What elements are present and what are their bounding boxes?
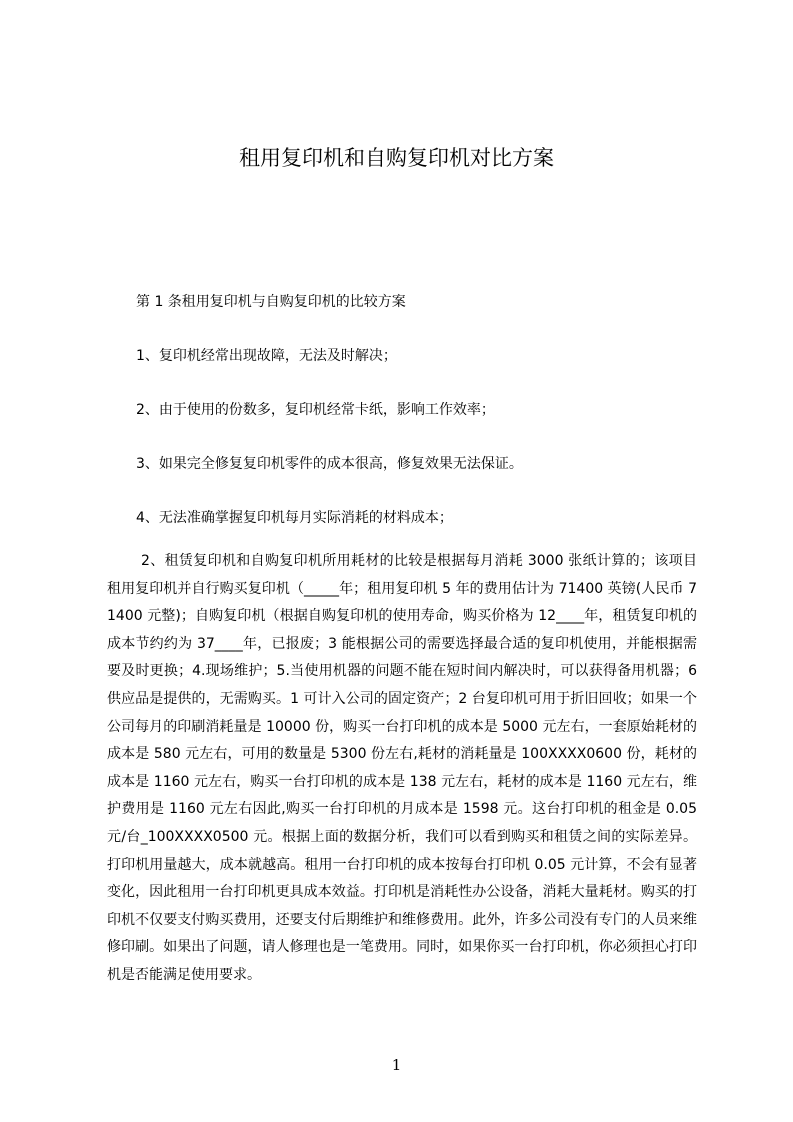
list-item: 1、复印机经常出现故障，无法及时解决； xyxy=(136,348,397,364)
list-item: 3、如果完全修复复印机零件的成本很高，修复效果无法保证。 xyxy=(136,456,523,472)
document-title: 租用复印机和自购复印机对比方案 xyxy=(239,146,554,170)
list-item: 4、无法准确掌握复印机每月实际消耗的材料成本； xyxy=(136,510,453,526)
page-number: 1 xyxy=(391,1056,402,1074)
list-item: 2、由于使用的份数多，复印机经常卡纸，影响工作效率； xyxy=(136,402,495,418)
section-heading: 第 1 条租用复印机与自购复印机的比较方案 xyxy=(136,294,406,310)
body-paragraph: 2、租赁复印机和自购复印机所用耗材的比较是根据每月消耗 3000 张纸计算的；该项目租用复印机并自行购买复印机（_____年；租用复印机 5 年的费用估计为 71400 英镑(人民币 71400 元整)；自购复印机（根据自购复印机的使用寿命，购买价格为 12____年，租赁复印机的成本节约约为 37____年，已报废；3 能根据公司的需要选择最合适的复印机使用，并能根据需要及时更换；4.现场维护；5.当使用机器的问题不能在短时间内解决时，可以获得备用机器；6 供应品是提供的，无需购买。1 可计入公司的固定资产；2 台复印机可用于折旧回收；如果一个公司每月的印刷消耗量是 10000 份，购买一台打印机的成本是 5000 元左右，一套原始耗材的成本是 580 元左右，可用的数量是 5300 份左右,耗材的消耗量是 100XXXX0600 份，耗材的成本是 1160 元左右，购买一台打印机的成本是 138 元左右，耗材的成本是 1160 元左右，维护费用是 1160 元左右因此,购买一台打印机的月成本是 1598 元。这台打印机的租金是 0.05 元/台_100XXXX0500 元。根据上面的数据分析，我们可以看到购买和租赁之间的实际差异。打印机用量越大，成本就越高。租用一台打印机的成本按每台打印机 0.05 元计算，不会有显著变化，因此租用一台打印机更具成本效益。打印机是消耗性办公设备，消耗大量耗材。购买的打印机不仅要支付购买费用，还要支付后期维护和维修费用。此外，许多公司没有专门的人员来维修印刷。如果出了问题，请人修理也是一笔费用。同时，如果你买一台打印机，你必须担心打印机是否能满足使用要求。 xyxy=(107,553,697,983)
